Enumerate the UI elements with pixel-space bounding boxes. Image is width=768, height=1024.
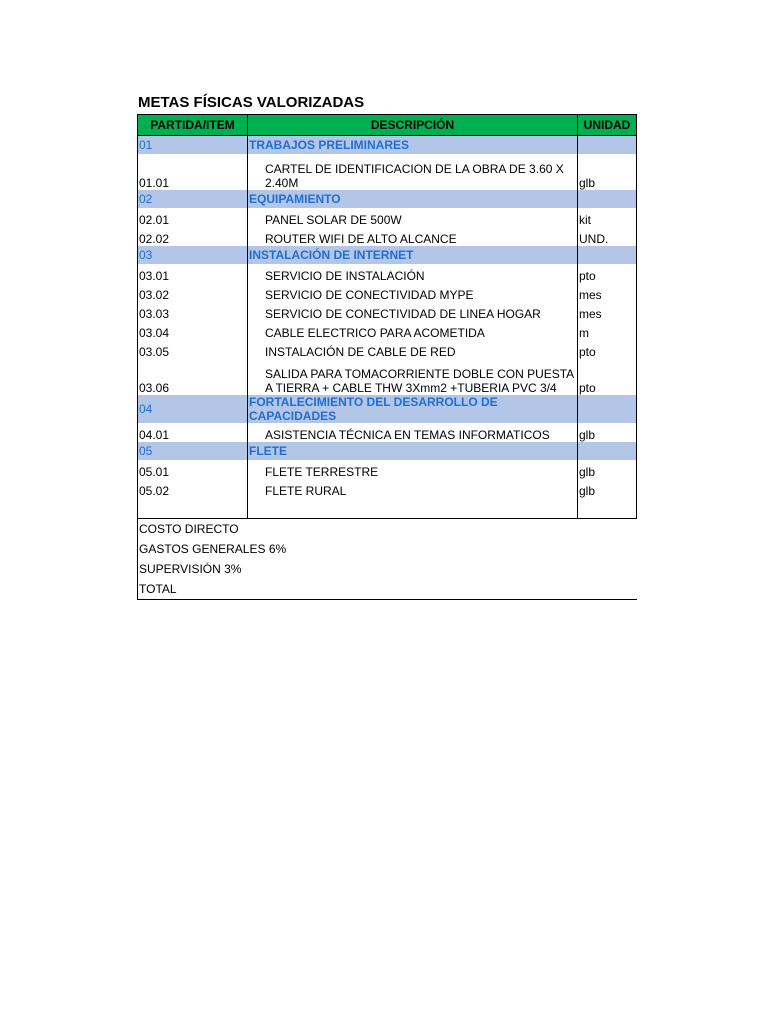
item-description-cell: FORTALECIMIENTO DEL DESARROLLO DE CAPACIDADES bbox=[248, 395, 578, 423]
item-description-cell bbox=[248, 154, 578, 190]
item-unit: pto bbox=[578, 264, 637, 283]
item-code: 03.02 bbox=[138, 283, 248, 302]
item-description-cell bbox=[248, 321, 578, 340]
item-description: SERVICIO DE INSTALACIÓN bbox=[265, 269, 425, 283]
table-body bbox=[138, 136, 637, 600]
item-description-cell bbox=[248, 227, 578, 246]
item-description: FLETE TERRESTRE bbox=[265, 465, 379, 479]
item-code: 05 bbox=[138, 442, 248, 460]
item-description: FLETE RURAL bbox=[265, 484, 347, 498]
table-row bbox=[138, 227, 637, 246]
item-description-cell bbox=[248, 423, 578, 442]
table-row bbox=[138, 359, 637, 395]
item-description-cell bbox=[248, 283, 578, 302]
item-unit: m bbox=[578, 321, 637, 340]
summary-label: SUPERVISIÓN 3% bbox=[138, 559, 248, 579]
empty-cell bbox=[578, 498, 637, 519]
item-unit: kit bbox=[578, 208, 637, 227]
summary-row bbox=[138, 539, 637, 559]
group-row bbox=[138, 395, 637, 423]
summary-value bbox=[248, 519, 637, 540]
table-row bbox=[138, 460, 637, 479]
item-description: SERVICIO DE CONECTIVIDAD MYPE bbox=[265, 288, 474, 302]
table-row bbox=[138, 479, 637, 498]
item-code: 05.01 bbox=[138, 460, 248, 479]
item-description-cell: TRABAJOS PRELIMINARES bbox=[248, 136, 578, 155]
item-description: PANEL SOLAR DE 500W bbox=[265, 213, 402, 227]
item-code: 03 bbox=[138, 246, 248, 264]
item-description-cell bbox=[248, 460, 578, 479]
summary-row bbox=[138, 519, 637, 540]
item-description: CARTEL DE IDENTIFICACION DE LA OBRA DE 3.60 X 2.40M bbox=[265, 162, 564, 190]
item-description: SALIDA PARA TOMACORRIENTE DOBLE CON PUESTA A TIERRA + CABLE THW 3Xmm2 +TUBERIA PVC 3/4 bbox=[265, 367, 574, 395]
item-description: SERVICIO DE CONECTIVIDAD DE LINEA HOGAR bbox=[265, 307, 541, 321]
item-code: 03.03 bbox=[138, 302, 248, 321]
item-unit bbox=[578, 190, 637, 208]
budget-sheet bbox=[137, 92, 636, 600]
item-description-cell bbox=[248, 340, 578, 359]
item-code: 01 bbox=[138, 136, 248, 155]
summary-value bbox=[248, 579, 637, 600]
summary-row bbox=[138, 579, 637, 600]
item-description-cell bbox=[248, 208, 578, 227]
item-unit bbox=[578, 442, 637, 460]
item-unit: pto bbox=[578, 359, 637, 395]
item-description-cell bbox=[248, 479, 578, 498]
summary-label: TOTAL bbox=[138, 579, 248, 600]
group-row bbox=[138, 442, 637, 460]
group-row bbox=[138, 246, 637, 264]
header-partida: PARTIDA/ITEM bbox=[138, 115, 248, 136]
item-code: 02.02 bbox=[138, 227, 248, 246]
item-description-cell: INSTALACIÓN DE INTERNET bbox=[248, 246, 578, 264]
spacer-row bbox=[138, 498, 637, 519]
table-row bbox=[138, 423, 637, 442]
item-unit: mes bbox=[578, 283, 637, 302]
budget-table bbox=[137, 114, 637, 600]
item-unit bbox=[578, 246, 637, 264]
sheet-title: METAS FÍSICAS VALORIZADAS bbox=[138, 94, 365, 111]
item-code: 03.06 bbox=[138, 359, 248, 395]
summary-row bbox=[138, 559, 637, 579]
item-unit: pto bbox=[578, 340, 637, 359]
item-description-cell: FLETE bbox=[248, 442, 578, 460]
empty-cell bbox=[248, 498, 578, 519]
item-code: 03.05 bbox=[138, 340, 248, 359]
item-unit: glb bbox=[578, 479, 637, 498]
item-unit: glb bbox=[578, 460, 637, 479]
table-row bbox=[138, 302, 637, 321]
item-description: ASISTENCIA TÉCNICA EN TEMAS INFORMATICOS bbox=[265, 428, 550, 442]
item-code: 04.01 bbox=[138, 423, 248, 442]
item-description-cell bbox=[248, 302, 578, 321]
empty-cell bbox=[138, 498, 248, 519]
header-descripcion: DESCRIPCIÓN bbox=[248, 115, 578, 136]
summary-value bbox=[248, 539, 637, 559]
item-code: 02 bbox=[138, 190, 248, 208]
item-description-cell bbox=[248, 264, 578, 283]
item-unit bbox=[578, 136, 637, 155]
group-row bbox=[138, 190, 637, 208]
item-code: 04 bbox=[138, 395, 248, 423]
item-code: 01.01 bbox=[138, 154, 248, 190]
table-row bbox=[138, 154, 637, 190]
item-description: ROUTER WIFI DE ALTO ALCANCE bbox=[265, 232, 457, 246]
summary-label: GASTOS GENERALES 6% bbox=[138, 539, 248, 559]
table-row bbox=[138, 321, 637, 340]
summary-label: COSTO DIRECTO bbox=[138, 519, 248, 540]
item-description: CABLE ELECTRICO PARA ACOMETIDA bbox=[265, 326, 485, 340]
table-row bbox=[138, 283, 637, 302]
table-row bbox=[138, 340, 637, 359]
item-unit: mes bbox=[578, 302, 637, 321]
item-unit: glb bbox=[578, 154, 637, 190]
item-unit: UND. bbox=[578, 227, 637, 246]
item-code: 03.01 bbox=[138, 264, 248, 283]
item-description: INSTALACIÓN DE CABLE DE RED bbox=[265, 345, 456, 359]
table-row bbox=[138, 264, 637, 283]
group-row bbox=[138, 136, 637, 155]
table-row bbox=[138, 208, 637, 227]
item-description-cell: EQUIPAMIENTO bbox=[248, 190, 578, 208]
item-unit bbox=[578, 395, 637, 423]
header-unidad: UNIDAD bbox=[578, 115, 637, 136]
header-row bbox=[138, 115, 637, 136]
item-code: 03.04 bbox=[138, 321, 248, 340]
item-code: 02.01 bbox=[138, 208, 248, 227]
item-unit: glb bbox=[578, 423, 637, 442]
summary-value bbox=[248, 559, 637, 579]
item-description-cell bbox=[248, 359, 578, 395]
item-code: 05.02 bbox=[138, 479, 248, 498]
